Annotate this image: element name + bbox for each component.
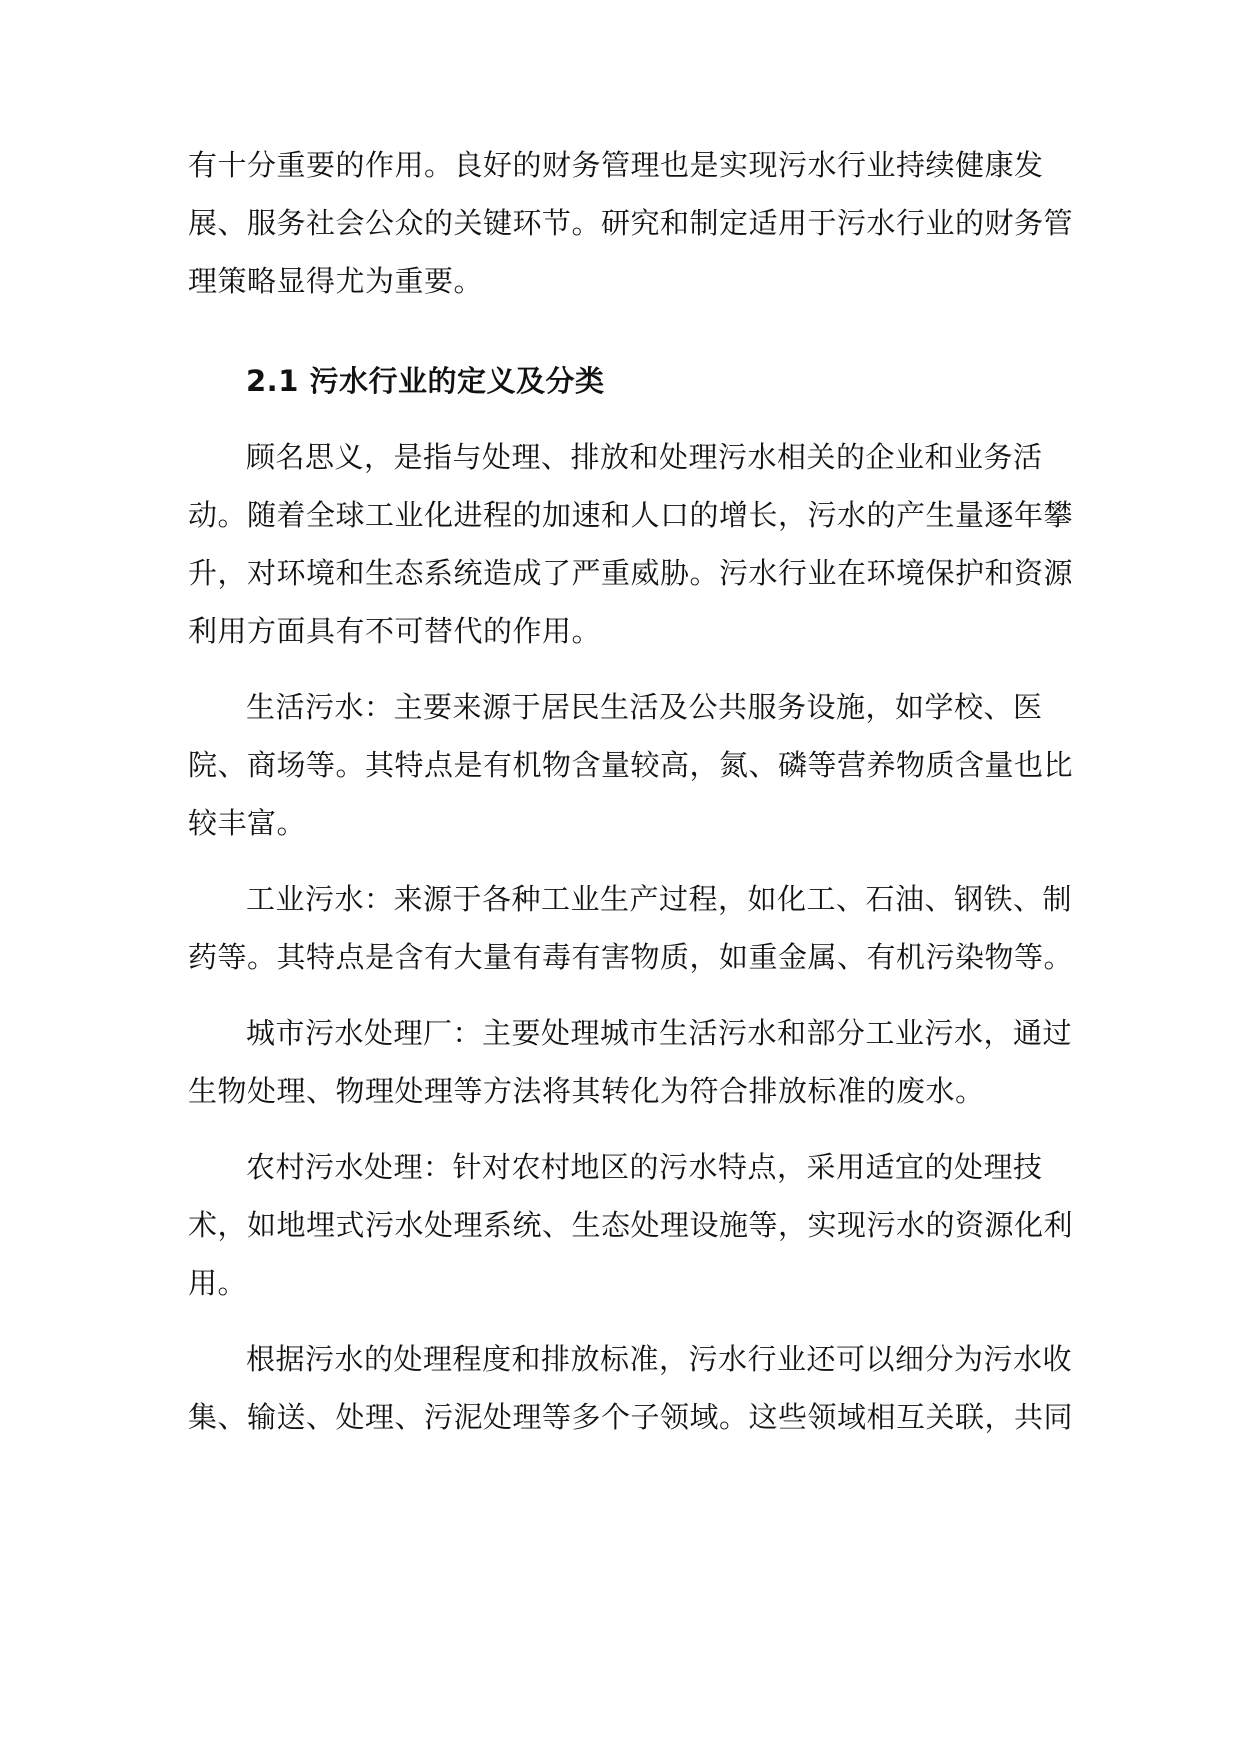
paragraph-continuation: 有十分重要的作用。良好的财务管理也是实现污水行业持续健康发展、服务社会公众的关键环节。研究和制定适用于污水行业的财务管理策略显得尤为重要。 — [188, 148, 1074, 298]
paragraph-industrial-sewage: 工业污水：来源于各种工业生产过程，如化工、石油、钢铁、制药等。其特点是含有大量有毒有害物质，如重金属、有机污染物等。 — [188, 882, 1074, 974]
paragraph-domestic-sewage: 生活污水：主要来源于居民生活及公共服务设施，如学校、医院、商场等。其特点是有机物含量较高，氮、磷等营养物质含量也比较丰富。 — [188, 690, 1074, 840]
paragraph-urban-treatment-plant: 城市污水处理厂：主要处理城市生活污水和部分工业污水，通过生物处理、物理处理等方法将其转化为符合排放标准的废水。 — [188, 1016, 1073, 1108]
section-heading: 2.1 污水行业的定义及分类 — [246, 364, 605, 398]
paragraph-rural-treatment: 农村污水处理：针对农村地区的污水特点，采用适宜的处理技术，如地埋式污水处理系统、生态处理设施等，实现污水的资源化利用。 — [188, 1150, 1074, 1300]
document-body — [188, 136, 1088, 1464]
paragraph-definition: 顾名思义，是指与处理、排放和处理污水相关的企业和业务活动。随着全球工业化进程的加速和人口的增长，污水的产生量逐年攀升，对环境和生态系统造成了严重威胁。污水行业在环境保护和资源利用方面具有不可替代的作用。 — [188, 440, 1074, 648]
paragraph-subdomains: 根据污水的处理程度和排放标准，污水行业还可以细分为污水收集、输送、处理、污泥处理等多个子领域。这些领域相互关联，共同 — [188, 1342, 1074, 1434]
